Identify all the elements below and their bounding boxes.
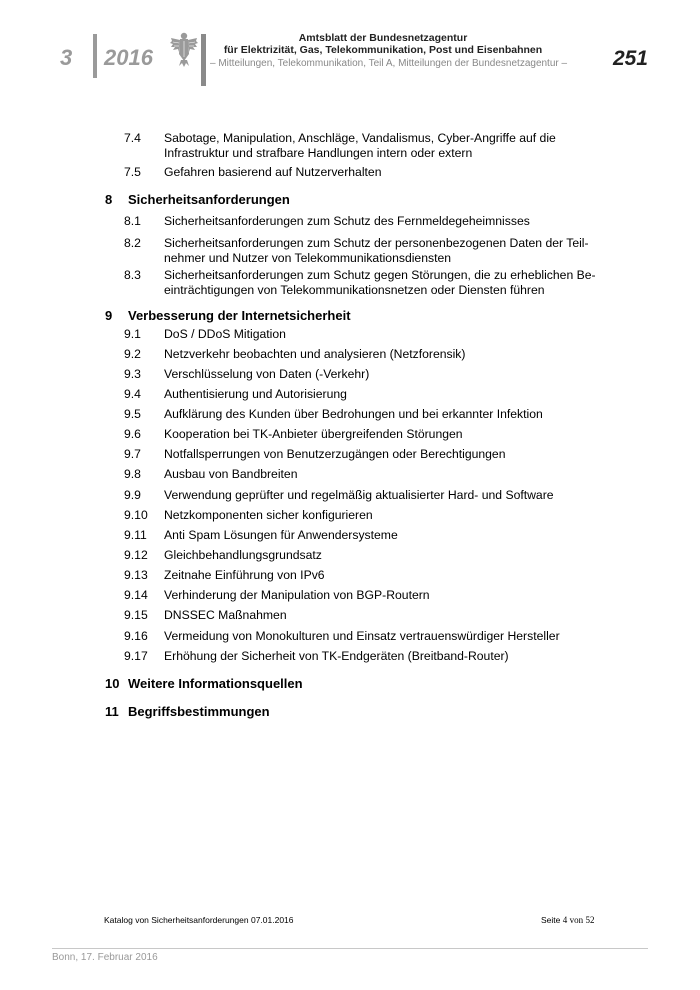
toc-entry-text: Verwendung geprüfter und regelmäßig aktualisierter Hard- und Software <box>164 488 554 502</box>
publication-date: Bonn, 17. Februar 2016 <box>52 952 158 963</box>
toc-entry-text: Verschlüsselung von Daten (-Verkehr) <box>164 367 370 381</box>
toc-entry-number: 9.10 <box>124 508 148 522</box>
section-heading-number: 10 <box>105 676 120 691</box>
toc-entry-number: 9.4 <box>124 387 141 401</box>
toc-entry-text: Zeitnahe Einführung von IPv6 <box>164 568 325 582</box>
toc-entry-text: DNSSEC Maßnahmen <box>164 608 287 622</box>
toc-entry-number: 9.15 <box>124 608 148 622</box>
toc-entry-number: 8.1 <box>124 214 141 228</box>
document-title-footer: Katalog von Sicherheitsanforderungen 07.01.2016 <box>104 915 294 925</box>
footer-divider <box>52 948 648 949</box>
toc-entry-text: Verhinderung der Manipulation von BGP-Routern <box>164 588 430 602</box>
section-heading-text: Begriffsbestimmungen <box>128 704 270 719</box>
toc-entry-number: 8.3 <box>124 268 141 282</box>
gazette-title: Amtsblatt der Bundesnetzagentur <box>298 32 468 44</box>
toc-entry-text: Authentisierung und Autorisierung <box>164 387 347 401</box>
toc-entry-text: Sicherheitsanforderungen zum Schutz der personenbezogenen Daten der Teil- <box>164 236 589 250</box>
toc-entry-text: einträchtigungen von Telekommunikationsnetzen oder Diensten führen <box>164 283 545 297</box>
toc-entry-text: Kooperation bei TK-Anbieter übergreifenden Störungen <box>164 427 463 441</box>
toc-entry-text: Netzverkehr beobachten und analysieren (Netzforensik) <box>164 347 466 361</box>
toc-entry-number: 9.8 <box>124 467 141 481</box>
toc-entry-number: 9.2 <box>124 347 141 361</box>
toc-entry-number: 9.1 <box>124 327 141 341</box>
toc-entry-text: Vermeidung von Monokulturen und Einsatz vertrauenswürdiger Hersteller <box>164 629 560 643</box>
toc-entry-number: 9.12 <box>124 548 148 562</box>
page-label: Seite <box>541 915 561 925</box>
gazette-section: – Mitteilungen, Telekommunikation, Teil A, Mitteilungen der Bundesnetzagentur – <box>210 58 568 69</box>
section-heading-number: 11 <box>105 704 119 719</box>
section-heading-text: Sicherheitsanforderungen <box>128 192 290 207</box>
toc-entry-text: nehmer und Nutzer von Telekommunikationsdiensten <box>164 251 452 265</box>
section-heading-number: 9 <box>105 308 113 323</box>
toc-entry-text: Infrastruktur und strafbare Handlungen intern oder extern <box>164 146 473 160</box>
section-heading-number: 8 <box>105 192 113 207</box>
toc-entry-text: Gleichbehandlungsgrundsatz <box>164 548 322 562</box>
toc-entry-number: 9.6 <box>124 427 141 441</box>
total-pages: 52 <box>585 915 595 925</box>
toc-entry-number: 9.17 <box>124 649 148 663</box>
toc-entry-number: 7.4 <box>124 131 141 145</box>
toc-entry-number: 9.7 <box>124 447 141 461</box>
toc-entry-text: Sicherheitsanforderungen zum Schutz des Fernmeldegeheimnisses <box>164 214 530 228</box>
toc-entry-text: Netzkomponenten sicher konfigurieren <box>164 508 373 522</box>
toc-entry-number: 9.16 <box>124 629 148 643</box>
toc-entry-text: Gefahren basierend auf Nutzerverhalten <box>164 165 382 179</box>
header-divider <box>201 34 206 86</box>
page-counter <box>541 915 595 925</box>
toc-entry-number: 9.14 <box>124 588 148 602</box>
toc-entry-text: Anti Spam Lösungen für Anwendersysteme <box>164 528 398 542</box>
current-page: 4 <box>562 915 568 925</box>
toc-entry-text: Sabotage, Manipulation, Anschläge, Vandalismus, Cyber-Angriffe auf die <box>164 131 556 145</box>
issue-year: 2016 <box>104 45 153 70</box>
toc-entry-number: 7.5 <box>124 165 141 179</box>
toc-entry-text: Sicherheitsanforderungen zum Schutz gegen Störungen, die zu erheblichen Be- <box>164 268 596 282</box>
section-heading-text: Verbesserung der Internetsicherheit <box>128 308 351 323</box>
toc-entry-text: Erhöhung der Sicherheit von TK-Endgeräten (Breitband-Router) <box>164 649 509 663</box>
toc-entry-text: Ausbau von Bandbreiten <box>164 467 298 481</box>
federal-eagle-icon <box>169 30 199 68</box>
toc-entry-number: 9.3 <box>124 367 141 381</box>
section-heading-text: Weitere Informationsquellen <box>128 676 303 691</box>
toc-entry-number: 9.5 <box>124 407 141 421</box>
toc-entry-number: 9.9 <box>124 488 141 502</box>
toc-entry-text: Notfallsperrungen von Benutzerzugängen oder Berechtigungen <box>164 447 506 461</box>
header-divider <box>93 34 97 78</box>
toc-entry-number: 8.2 <box>124 236 141 250</box>
toc-entry-text: Aufklärung des Kunden über Bedrohungen und bei erkannter Infektion <box>164 407 543 421</box>
toc-entry-number: 9.11 <box>124 528 147 542</box>
issue-number: 3 <box>60 45 73 70</box>
toc-entry-text: DoS / DDoS Mitigation <box>164 327 286 341</box>
toc-entry-number: 9.13 <box>124 568 148 582</box>
page-number: 251 <box>612 47 648 70</box>
page-of-label: von <box>569 915 584 925</box>
gazette-subtitle: für Elektrizität, Gas, Telekommunikation, Post und Eisenbahnen <box>223 44 543 56</box>
